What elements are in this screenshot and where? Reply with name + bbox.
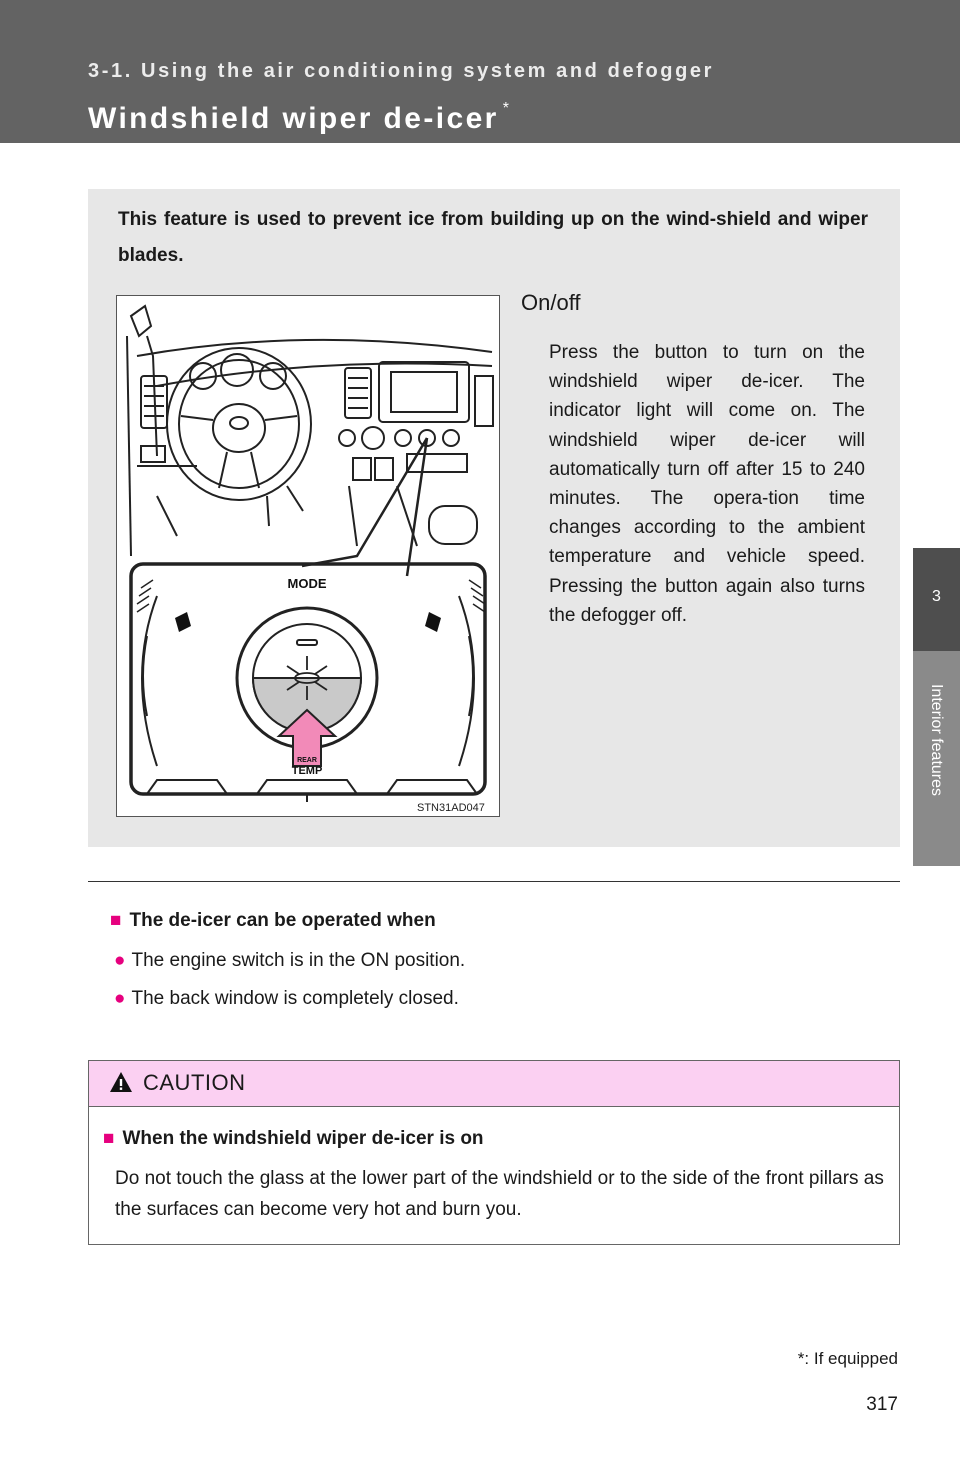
page-title bbox=[88, 102, 511, 136]
caution-box bbox=[88, 1060, 900, 1245]
page-title-text: Windshield wiper de-icer bbox=[88, 102, 499, 135]
section-label: 3-1. Using the air conditioning system and defogger bbox=[88, 60, 714, 82]
conditions-heading-text: The de-icer can be operated when bbox=[129, 910, 436, 931]
list-item-text: The back window is completely closed. bbox=[131, 988, 459, 1009]
if-equipped-mark: * bbox=[797, 1349, 805, 1368]
onoff-text: Press the button to turn on the windshield wiper de-icer. The indicator light will come on. The windshield wiper de-icer will automatically turn off after 15 to 240 minutes. The opera-tion time changes according to the ambient temperature and vehicle speed. Pressing the button again also turns the defogger off. bbox=[549, 342, 865, 626]
dashboard-drawing bbox=[117, 296, 499, 816]
footnote-text: : If equipped bbox=[804, 1349, 898, 1368]
onoff-heading: On/off bbox=[521, 290, 581, 315]
page-number: 317 bbox=[866, 1394, 898, 1415]
mode-label: MODE bbox=[287, 576, 327, 591]
footnote bbox=[798, 1349, 898, 1369]
warning-icon bbox=[109, 1070, 133, 1094]
caution-text: Do not touch the glass at the lower part of the windshield or to the side of the front pillars as the surfaces can become very hot and burn you. bbox=[115, 1168, 884, 1220]
square-bullet-icon: ■ bbox=[110, 910, 122, 931]
chapter-label: Interior features bbox=[928, 683, 945, 797]
temp-label: TEMP bbox=[291, 765, 323, 777]
caution-title: CAUTION bbox=[143, 1070, 246, 1095]
list-item-text: The engine switch is in the ON position. bbox=[131, 950, 466, 971]
rear-label: REAR bbox=[297, 757, 317, 764]
dashboard-illustration bbox=[116, 295, 500, 817]
list-item bbox=[114, 988, 459, 1010]
dot-bullet-icon: ● bbox=[114, 950, 126, 971]
caution-header bbox=[89, 1061, 899, 1107]
figure-code: STN31AD047 bbox=[417, 802, 485, 814]
caution-heading bbox=[103, 1128, 484, 1150]
if-equipped-mark: * bbox=[502, 100, 512, 117]
square-bullet-icon: ■ bbox=[103, 1128, 115, 1149]
caution-heading-text: When the windshield wiper de-icer is on bbox=[122, 1128, 484, 1149]
conditions-heading bbox=[110, 910, 436, 932]
list-item bbox=[114, 950, 465, 972]
chapter-number: 3 bbox=[932, 588, 941, 605]
divider bbox=[88, 881, 900, 882]
dot-bullet-icon: ● bbox=[114, 988, 126, 1009]
page-header bbox=[0, 0, 960, 143]
intro-text: This feature is used to prevent ice from building up on the wind-shield and wiper blades. bbox=[118, 209, 868, 266]
